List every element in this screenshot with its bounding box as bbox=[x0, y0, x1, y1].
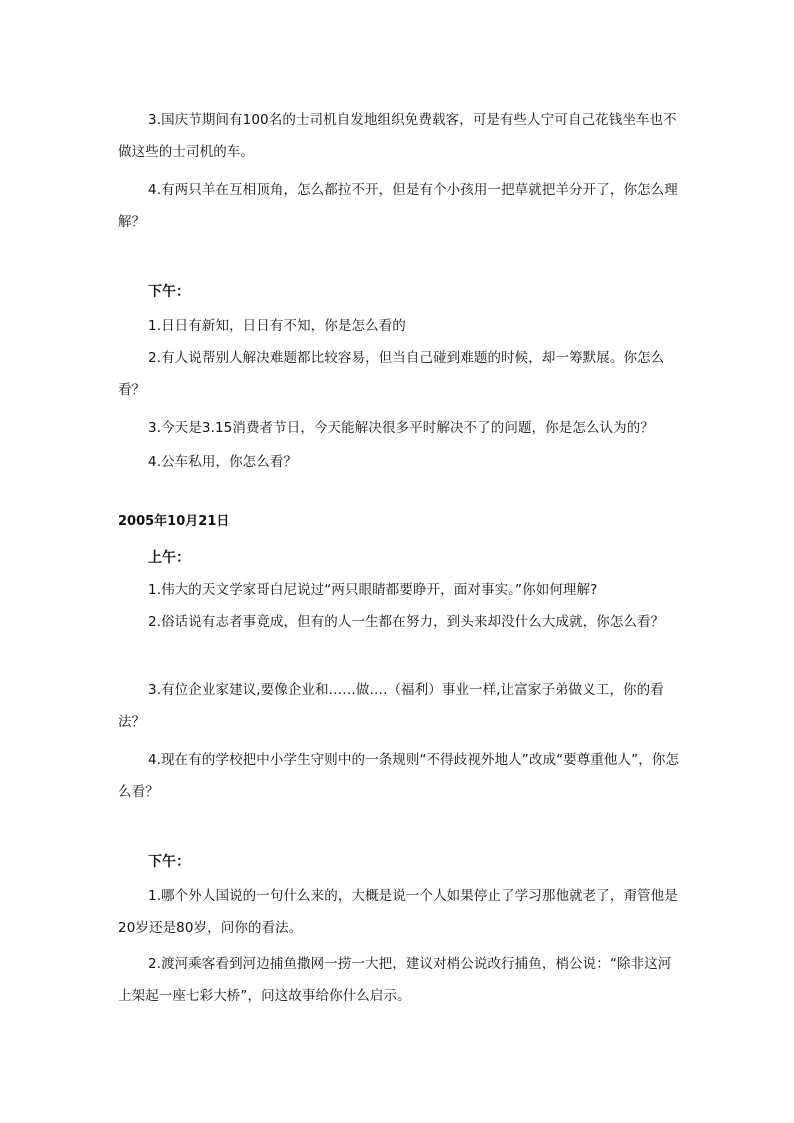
question-national-day-taxi: 3.国庆节期间有100名的士司机自发地组织免费载客，可是有些人宁可自己花钱坐车也不做这些的士司机的车。 bbox=[118, 112, 677, 160]
question-daily-knowledge: 1.日日有新知，日日有不知，你是怎么看的 bbox=[148, 318, 406, 334]
question-stop-learning: 1.哪个外人国说的一句什么来的，大概是说一个人如果停止了学习那他就老了，甭管他是20岁还是80岁，问你的看法。 bbox=[118, 888, 678, 936]
afternoon-heading-1: 下午： bbox=[148, 284, 190, 300]
question-helping-others: 2.有人说帮别人解决难题都比较容易，但当自己碰到难题的时候，却一筹默展。你怎么看？ bbox=[118, 350, 665, 398]
question-consumer-day: 3.今天是3.15消费者节日，今天能解决很多平时解决不了的问题，你是怎么认为的？ bbox=[148, 420, 654, 436]
question-volunteer-work: 3.有位企业家建议,要像企业和……做….（福利）事业一样,让富家子弟做义工，你的看法？ bbox=[118, 682, 664, 730]
question-where-there-is-a-will: 2.俗话说有志者事竟成，但有的人一生都在努力，到头来却没什么大成就，你怎么看？ bbox=[148, 614, 665, 630]
morning-heading: 上午： bbox=[148, 550, 190, 566]
question-two-sheep: 4.有两只羊在互相顶角，怎么都拉不开，但是有个小孩用一把草就把羊分开了，你怎么理解？ bbox=[118, 182, 678, 230]
afternoon-heading-2: 下午： bbox=[148, 854, 190, 870]
question-school-rule: 4.现在有的学校把中小学生守则中的一条规则“不得歧视外地人”改成“要尊重他人”，你怎么看？ bbox=[118, 752, 680, 800]
date-heading: 2005年10月21日 bbox=[118, 514, 230, 529]
question-public-car: 4.公车私用，你怎么看？ bbox=[148, 454, 298, 470]
question-copernicus: 1.伟大的天文学家哥白尼说过“两只眼睛都要睁开，面对事实。”你如何理解? bbox=[148, 582, 598, 598]
question-ferryman: 2.渡河乘客看到河边捕鱼撒网一捞一大把，建议对梢公说改行捕鱼，梢公说：“除非这河上架起一座七彩大桥”，问这故事给你什么启示。 bbox=[118, 956, 672, 1004]
